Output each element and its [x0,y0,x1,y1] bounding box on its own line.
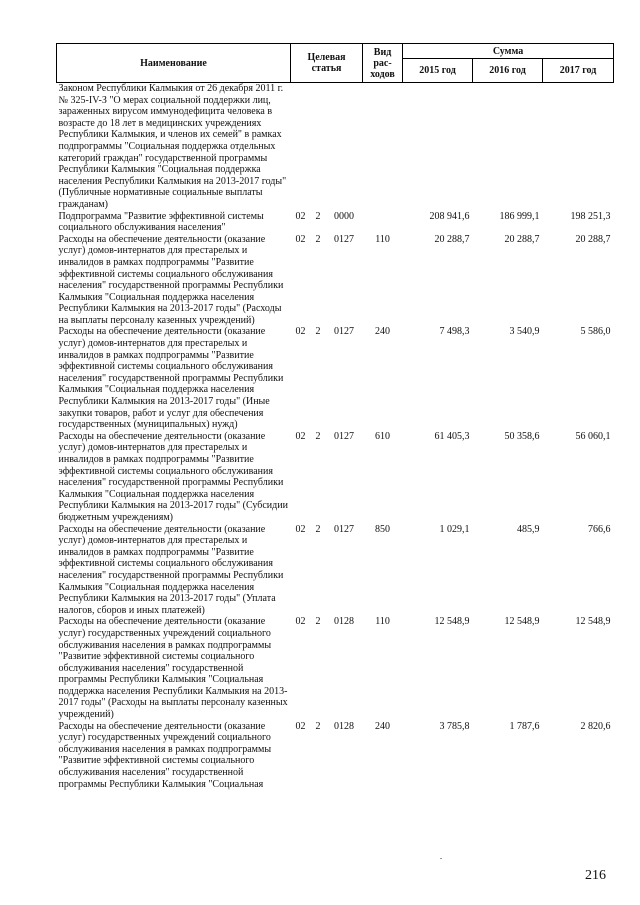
row-code-2 [311,83,326,211]
row-2015: 1 029,1 [439,523,470,535]
row-2017: 766,6 [588,523,611,535]
row-2017: 20 288,7 [575,233,611,245]
row-code-1: 02 [295,720,306,732]
row-expense-type: 240 [375,720,391,732]
row-2016: 1 787,6 [509,720,540,732]
row-2015: 208 941,6 [429,210,470,222]
table-row [57,431,614,524]
row-code-1: 02 [295,523,306,535]
row-expense-type: 110 [375,233,390,245]
row-code-3 [326,83,363,211]
row-name: Расходы на обеспечение деятельности (оказание услуг) домов-интернатов для престарелых и инвалидов в рамках подпрограммы "Развитие эффективной системы социального обслуживания населения" государственной программы Республики Калмыкия "Социальная поддержка населения Республики Калмыкия на 2013-2017 годы" (Иные закупки товаров, работ и услуг для обеспечения государственных (муниципальных) нужд) [58,326,284,431]
row-code-2: 2 [315,210,321,222]
row-expense-type [363,211,403,234]
row-code-2: 2 [315,233,321,245]
row-code-2: 2 [315,720,321,732]
row-2017: 5 586,0 [580,326,611,338]
row-name: Расходы на обеспечение деятельности (оказание услуг) домов-интернатов для престарелых и инвалидов в рамках подпрограммы "Развитие эффективной системы социального обслуживания населения" государственной программы Республики Калмыкия "Социальная поддержка населения Республики Калмыкия на 2013-2017 годы" (Расходы на выплаты персоналу казенных учреждений) [58,233,284,326]
row-code-3: 0128 [334,720,355,732]
row-name: Расходы на обеспечение деятельности (оказание услуг) домов-интернатов для престарелых и инвалидов в рамках подпрограммы "Развитие эффективной системы социального обслуживания населения" государственной программы Республики Калмыкия "Социальная поддержка населения Республики Калмыкия на 2013-2017 годы" (Субсидии бюджетным учреждениям) [58,430,288,523]
page-number: 216 [585,868,606,883]
row-code-3: 0127 [334,523,355,535]
table-row [57,326,614,430]
row-code-1: 02 [295,616,306,628]
row-2015: 61 405,3 [434,430,470,442]
row-code-3: 0127 [334,326,355,338]
row-2016: 20 288,7 [504,233,540,245]
row-2016: 186 999,1 [499,210,540,222]
row-expense-type: 610 [375,430,391,442]
row-2017 [543,83,614,211]
budget-table-page [56,43,613,790]
row-2016: 50 358,6 [504,430,540,442]
row-2015 [403,83,473,211]
row-code-2: 2 [315,616,321,628]
row-name: Подпрограмма "Развитие эффективной системы социального обслуживания населения" [58,210,264,234]
header-expense-type: Вид рас-ходов [363,44,403,83]
row-expense-type [363,83,403,211]
row-2017: 198 251,3 [570,210,611,222]
table-row [57,616,614,720]
row-2016: 485,9 [517,523,540,535]
row-code-3: 0000 [334,210,355,222]
row-name: Расходы на обеспечение деятельности (оказание услуг) государственных учреждений социального обслуживания населения в рамках подпрограммы "Развитие эффективной системы социального обслуживания населения" государственной программы Республики Калмыкия "Социальная поддержка населения Республики Калмыкия на 2013-2017 годы" (Расходы на выплаты персоналу казенных учреждений) [58,616,288,721]
row-name: Законом Республики Калмыкия от 26 декабря 2011 г. № 325-IV-З "О мерах социальной поддержки лиц, зараженных вирусом иммунодефицита человека в возрасте до 18 лет в медицинских учреждениях Республики Калмыкия, и членов их семей" в рамках подпрограммы "Социальная поддержка отдельных категорий граждан" государственной программы Республики Калмыкия "Социальная поддержка населения Республики Калмыкия на 2013-2017 годы" (Публичные нормативные социальные выплаты гражданам) [58,83,287,210]
header-sum: Сумма [403,44,614,59]
header-name: Наименование [57,44,291,83]
table-row [57,234,614,327]
row-2015: 20 288,7 [434,233,470,245]
row-code-1: 02 [295,233,306,245]
row-2017: 12 548,9 [575,616,611,628]
budget-table [56,43,614,790]
row-2016 [473,83,543,211]
row-expense-type: 110 [375,616,390,628]
row-code-1: 02 [295,430,306,442]
row-expense-type: 240 [375,326,391,338]
row-2016: 3 540,9 [509,326,540,338]
row-name: Расходы на обеспечение деятельности (оказание услуг) домов-интернатов для престарелых и инвалидов в рамках подпрограммы "Развитие эффективной системы социального обслуживания населения" государственной программы Республики Калмыкия "Социальная поддержка населения Республики Калмыкия на 2013-2017 годы" (Уплата налогов, сборов и иных платежей) [58,523,284,616]
row-2015: 7 498,3 [439,326,470,338]
header-2016: 2016 год [473,59,543,83]
row-expense-type: 850 [375,523,391,535]
row-code-1 [291,83,311,211]
row-code-2: 2 [315,326,321,338]
table-row [57,83,614,211]
row-code-2: 2 [315,430,321,442]
table-row [57,524,614,617]
row-2017: 56 060,1 [575,430,611,442]
row-2015: 3 785,8 [439,720,470,732]
row-2015: 12 548,9 [434,616,470,628]
row-code-3: 0127 [334,233,355,245]
row-code-3: 0128 [334,616,355,628]
header-target-article: Целевая статья [291,44,363,83]
row-code-2: 2 [315,523,321,535]
header-2015: 2015 год [403,59,473,83]
row-2016: 12 548,9 [504,616,540,628]
row-code-1: 02 [295,326,306,338]
header-2017: 2017 год [543,59,614,83]
row-name: Расходы на обеспечение деятельности (оказание услуг) государственных учреждений социального обслуживания населения в рамках подпрограммы "Развитие эффективной системы социального обслуживания населения" государственной программы Республики Калмыкия "Социальная [58,720,272,790]
row-2017: 2 820,6 [580,720,611,732]
row-code-3: 0127 [334,430,355,442]
row-code-1: 02 [295,210,306,222]
table-row [57,721,614,791]
scan-speck [440,858,442,859]
table-row [57,211,614,234]
